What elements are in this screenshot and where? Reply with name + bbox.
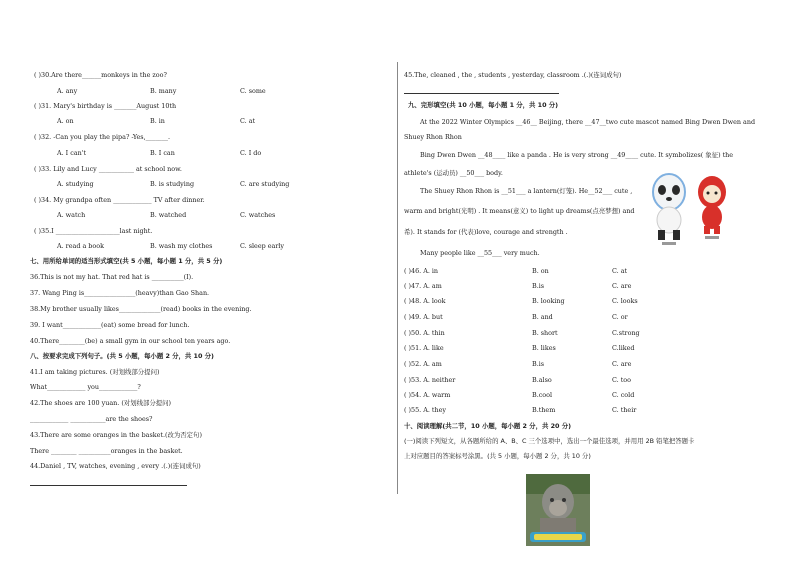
section-9-heading: 九、完形填空(共 10 小题，每小题 1 分，共 10 分) (408, 101, 559, 109)
question-37: 37. Wang Ping is________________(heavy)than Gao Shan. (30, 289, 210, 297)
question-33: ( )33. Lily and Lucy ___________ at school now. (34, 165, 182, 173)
option-a: A. watch (57, 211, 86, 219)
option-a: A. I can't (57, 149, 87, 157)
option-c: C. their (612, 406, 637, 414)
option-b: B. short (532, 329, 558, 337)
question-39: 39. I want____________(eat) some bread for lunch. (30, 321, 190, 329)
option-row-53: ( )53. A. neither (404, 376, 456, 384)
passage-line: The Shuey Rhon Rhon is __51___ a lantern(灯笼). He__52___ cute , (420, 187, 633, 195)
question-34: ( )34. My grandpa often ____________ TV after dinner. (34, 196, 205, 204)
option-c: C. too (612, 376, 631, 384)
option-b: B. watched (150, 211, 187, 219)
question-45: 45.The, cleaned , the , students , yesterday, classroom .(.)(连词成句) (404, 71, 622, 79)
option-b: B.cool (532, 391, 553, 399)
section-10-instruction: (一)阅读下列短文，从各题所给的 A、B、C 三个选项中，选出一个最佳选项，并用用 2B 铅笔把答题卡 (404, 437, 695, 445)
question-31: ( )31. Mary's birthday is _______August 10th (34, 102, 177, 110)
question-30: ( )30.Are there______monkeys in the zoo? (34, 71, 167, 79)
section-7-heading: 七、用所给单词的适当形式填空(共 5 小题，每小题 1 分，共 5 分) (30, 257, 223, 265)
reading-photo-image (526, 474, 590, 546)
option-row-55: ( )55. A. they (404, 406, 446, 414)
option-c: C.strong (612, 329, 640, 337)
question-43-answer: There ________ __________oranges in the basket. (30, 447, 183, 455)
option-a: A. studying (57, 180, 94, 188)
question-40: 40.There________(be) a small gym in our school ten years ago. (30, 337, 231, 345)
question-42-answer: ____________ ___________are the shoes? (30, 415, 153, 423)
question-42: 42.The shoes are 100 yuan. (对划线部分提问) (30, 399, 172, 407)
option-b: B.is (532, 282, 545, 290)
option-row-48: ( )48. A. look (404, 297, 446, 305)
passage-line: Bing Dwen Dwen __48____ like a panda . He is very strong __49____ cute. It symbolizes( 象征) the (420, 151, 734, 159)
question-36: 36.This is not my hat. That red hat is __________(I). (30, 273, 194, 281)
passage-line: 希). It stands for (代表)love, courage and strength . (404, 228, 568, 236)
option-c: C. sleep early (240, 242, 285, 250)
option-b: B.also (532, 376, 552, 384)
option-row-54: ( )54. A. warm (404, 391, 451, 399)
option-b: B.them (532, 406, 556, 414)
option-a: A. read a book (57, 242, 104, 250)
option-b: B. on (532, 267, 549, 275)
question-43: 43.There are some oranges in the basket.(改为否定句) (30, 431, 202, 439)
option-c: C. at (612, 267, 628, 275)
section-8-heading: 八、按要求完成下列句子。(共 5 小题，每小题 2 分，共 10 分) (30, 352, 214, 360)
option-b: B. many (150, 87, 177, 95)
lantern-mascot-image (695, 172, 729, 244)
answer-line (404, 93, 559, 94)
option-c: C. at (240, 117, 256, 125)
option-c: C. I do (240, 149, 262, 157)
option-c: C. watches (240, 211, 276, 219)
option-row-50: ( )50. A. thin (404, 329, 445, 337)
option-c: C. looks (612, 297, 638, 305)
option-b: B. and (532, 313, 553, 321)
passage-line: Many people like __55___ very much. (420, 249, 540, 257)
option-c: C. some (240, 87, 266, 95)
panda-mascot-image (648, 170, 690, 248)
option-row-52: ( )52. A. am (404, 360, 442, 368)
section-10-instruction: 上对应题目的答案标号涂黑。(共 5 小题，每小题 2 分，共 10 分) (404, 452, 591, 460)
option-c: C. or (612, 313, 628, 321)
option-b: B. in (150, 117, 165, 125)
option-b: B. wash my clothes (150, 242, 213, 250)
question-44: 44.Daniel , TV, watches, evening , every .(.)(连词成句) (30, 462, 201, 470)
option-c: C. are (612, 360, 632, 368)
option-c: C. cold (612, 391, 635, 399)
option-a: A. any (57, 87, 78, 95)
option-row-49: ( )49. A. but (404, 313, 443, 321)
option-c: C.liked (612, 344, 635, 352)
passage-line: Shuey Rhon Rhon (404, 133, 462, 141)
option-a: A. on (57, 117, 74, 125)
column-divider (397, 62, 398, 494)
section-10-heading: 十、阅读理解(共二节，10 小题，每小题 2 分，共 20 分) (404, 422, 572, 430)
option-c: C. are studying (240, 180, 290, 188)
option-c: C. are (612, 282, 632, 290)
passage-line: At the 2022 Winter Olympics __46__ Beijing, there __47__two cute mascot named Bing Dwen Dwen and (420, 118, 756, 126)
option-row-51: ( )51. A. like (404, 344, 444, 352)
question-41-answer: What____________ you____________? (30, 383, 141, 391)
option-b: B.is (532, 360, 545, 368)
question-41: 41.I am taking pictures. (对划线部分提问) (30, 368, 160, 376)
question-32: ( )32. -Can you play the pipa? -Yes,_______. (34, 133, 171, 141)
option-row-47: ( )47. A. am (404, 282, 442, 290)
answer-line (30, 485, 187, 486)
option-b: B. I can (150, 149, 175, 157)
option-b: B. is studying (150, 180, 195, 188)
question-35: ( )35.I ____________________last night. (34, 227, 153, 235)
option-b: B. likes (532, 344, 556, 352)
question-38: 38.My brother usually likes_____________(read) books in the evening. (30, 305, 252, 313)
option-b: B. looking (532, 297, 565, 305)
option-row-46: ( )46. A. in (404, 267, 439, 275)
passage-line: warm and bright(光明) . It means(意义) to light up dreams(点亮梦想) and (404, 207, 635, 215)
passage-line: athlete's (运动员) __50___ body. (404, 169, 503, 177)
